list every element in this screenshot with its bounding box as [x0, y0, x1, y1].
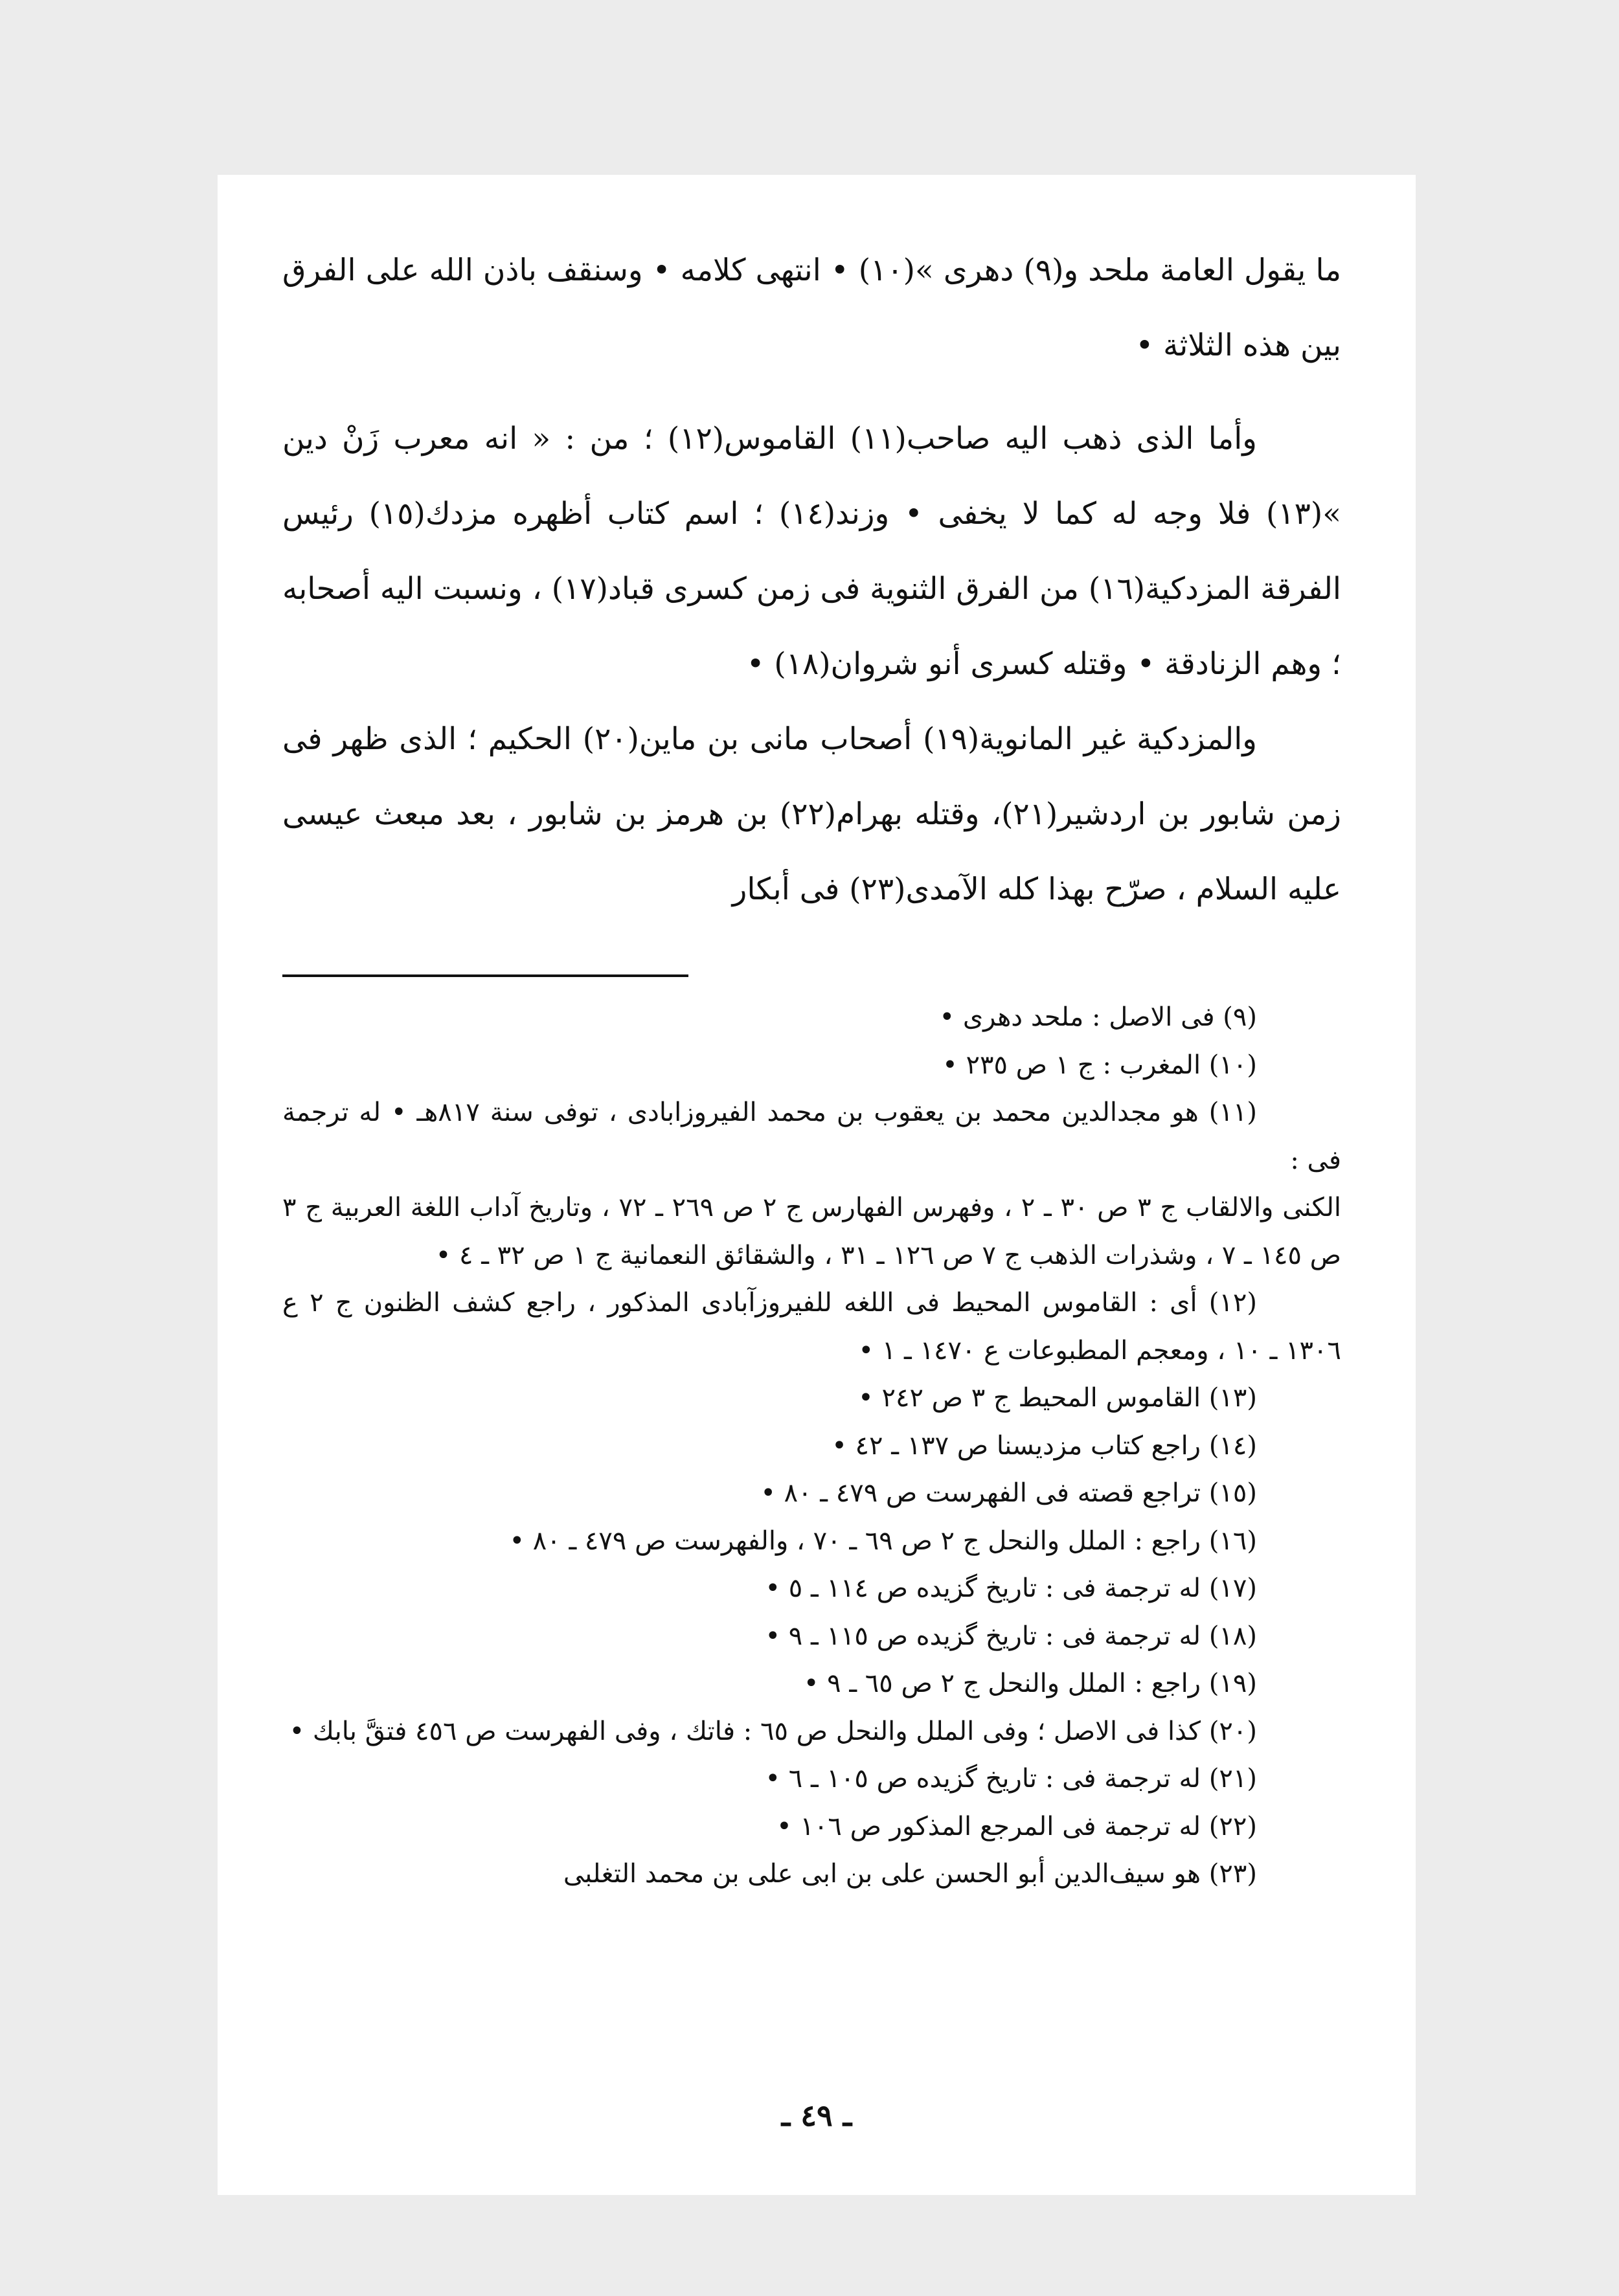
footnote-20: (٢٠) كذا فى الاصل ؛ وفى الملل والنحل ص ٦٥ : فاتك ، وفى الفهرست ص ٤٥٦ فتقَّ بابك •: [289, 1716, 1257, 1746]
footnote-19: (١٩) راجع : الملل والنحل ج ٢ ص ٦٥ ـ ٩ •: [803, 1669, 1257, 1698]
footnote-16: (١٦) راجع : الملل والنحل ج ٢ ص ٦٩ ـ ٧٠ ، والفهرست ص ٤٧٩ ـ ٨٠ •: [509, 1525, 1257, 1556]
footnote-14: (١٤) راجع كتاب مزديسنا ص ١٣٧ ـ ٤٢ •: [832, 1430, 1257, 1461]
footnote-divider: [282, 974, 688, 977]
footnote-11: (١١) هو مجدالدين محمد بن يعقوب بن محمد الفيروزابادى ، توفى سنة ٨١٧هـ • له ترجمة فى :: [282, 1097, 1341, 1175]
footnote-10: (١٠) المغرب : ج ١ ص ٢٣٥ •: [942, 1050, 1257, 1080]
paragraph-1: ما يقول العامة ملحد و(٩) دهرى »(١٠) • انتهى كلامه • وسنقف باذن الله على الفرق بين هذه الثلاثة •: [282, 253, 1342, 363]
footnote-17: (١٧) له ترجمة فى : تاريخ گزيده ص ١١٤ ـ ٥ •: [765, 1573, 1257, 1603]
footnote-9: (٩) فى الاصل : ملحد دهرى •: [939, 1002, 1257, 1032]
footnote-12: (١٢) أى : القاموس المحيط فى اللغه للفيروزآبادى المذكور ، راجع كشف الظنون ج ٢ ع ١٣٠٦ ـ ١٠ ، ومعجم المطبوعات ع ١٤٧٠ ـ ١ •: [282, 1288, 1341, 1366]
footnote-15: (١٥) تراجع قصته فى الفهرست ص ٤٧٩ ـ ٨٠ •: [760, 1478, 1257, 1508]
footnote-21: (٢١) له ترجمة فى : تاريخ گزيده ص ١٠٥ ـ ٦ •: [765, 1764, 1257, 1794]
footnote-23: (٢٣) هو سيف‌الدين أبو الحسن على بن ابى على بن محمد التغلبى: [563, 1859, 1257, 1889]
paragraph-2: وأما الذى ذهب اليه صاحب(١١) القاموس(١٢) ؛ من : « انه معرب زَنْ دين »(١٣) فلا وجه له كما لا يخفى • وزند(١٤) ؛ اسم كتاب أظهره مزدك(١٥) رئيس الفرقة المزدكية(١٦) من الفرق الثنوية فى زمن كسرى قباد(١٧) ، ونسبت اليه أصحابه ؛ وهم الزنادقة • وقتله كسرى أنو شروان(١٨) •: [282, 421, 1341, 682]
page-number: ـ ٤٩ ـ: [781, 2098, 852, 2133]
footnote-18: (١٨) له ترجمة فى : تاريخ گزيده ص ١١٥ ـ ٩ •: [765, 1621, 1257, 1651]
body-text: [282, 233, 1341, 927]
paragraph-3: والمزدكية غير المانوية(١٩) أصحاب مانى بن ماين(٢٠) الحكيم ؛ الذى ظهر فى زمن شابور بن اردشير(٢١)، وقتله بهرام(٢٢) بن هرمز بن شابور ، بعد مبعث عيسى عليه السلام ، صرّح بهذا كله الآمدى(٢٣) فى أبكار: [282, 721, 1342, 907]
footnote-13: (١٣) القاموس المحيط ج ٣ ص ٢٤٢ •: [858, 1383, 1257, 1413]
footnotes: [282, 994, 1341, 1898]
book-page: [218, 175, 1416, 2195]
footnote-22: (٢٢) له ترجمة فى المرجع المذكور ص ١٠٦ •: [776, 1811, 1257, 1841]
footnote-11-sources: الكنى والالقاب ج ٣ ص ٣٠ ـ ٢ ، وفهرس الفهارس ج ٢ ص ٢٦٩ ـ ٧٢ ، وتاريخ آداب اللغة العربية ج ٣ ص ١٤٥ ـ ٧ ، وشذرات الذهب ج ٧ ص ١٢٦ ـ ٣١ ، والشقائق النعمانية ج ١ ص ٣٢ ـ ٤ •: [282, 1193, 1342, 1270]
